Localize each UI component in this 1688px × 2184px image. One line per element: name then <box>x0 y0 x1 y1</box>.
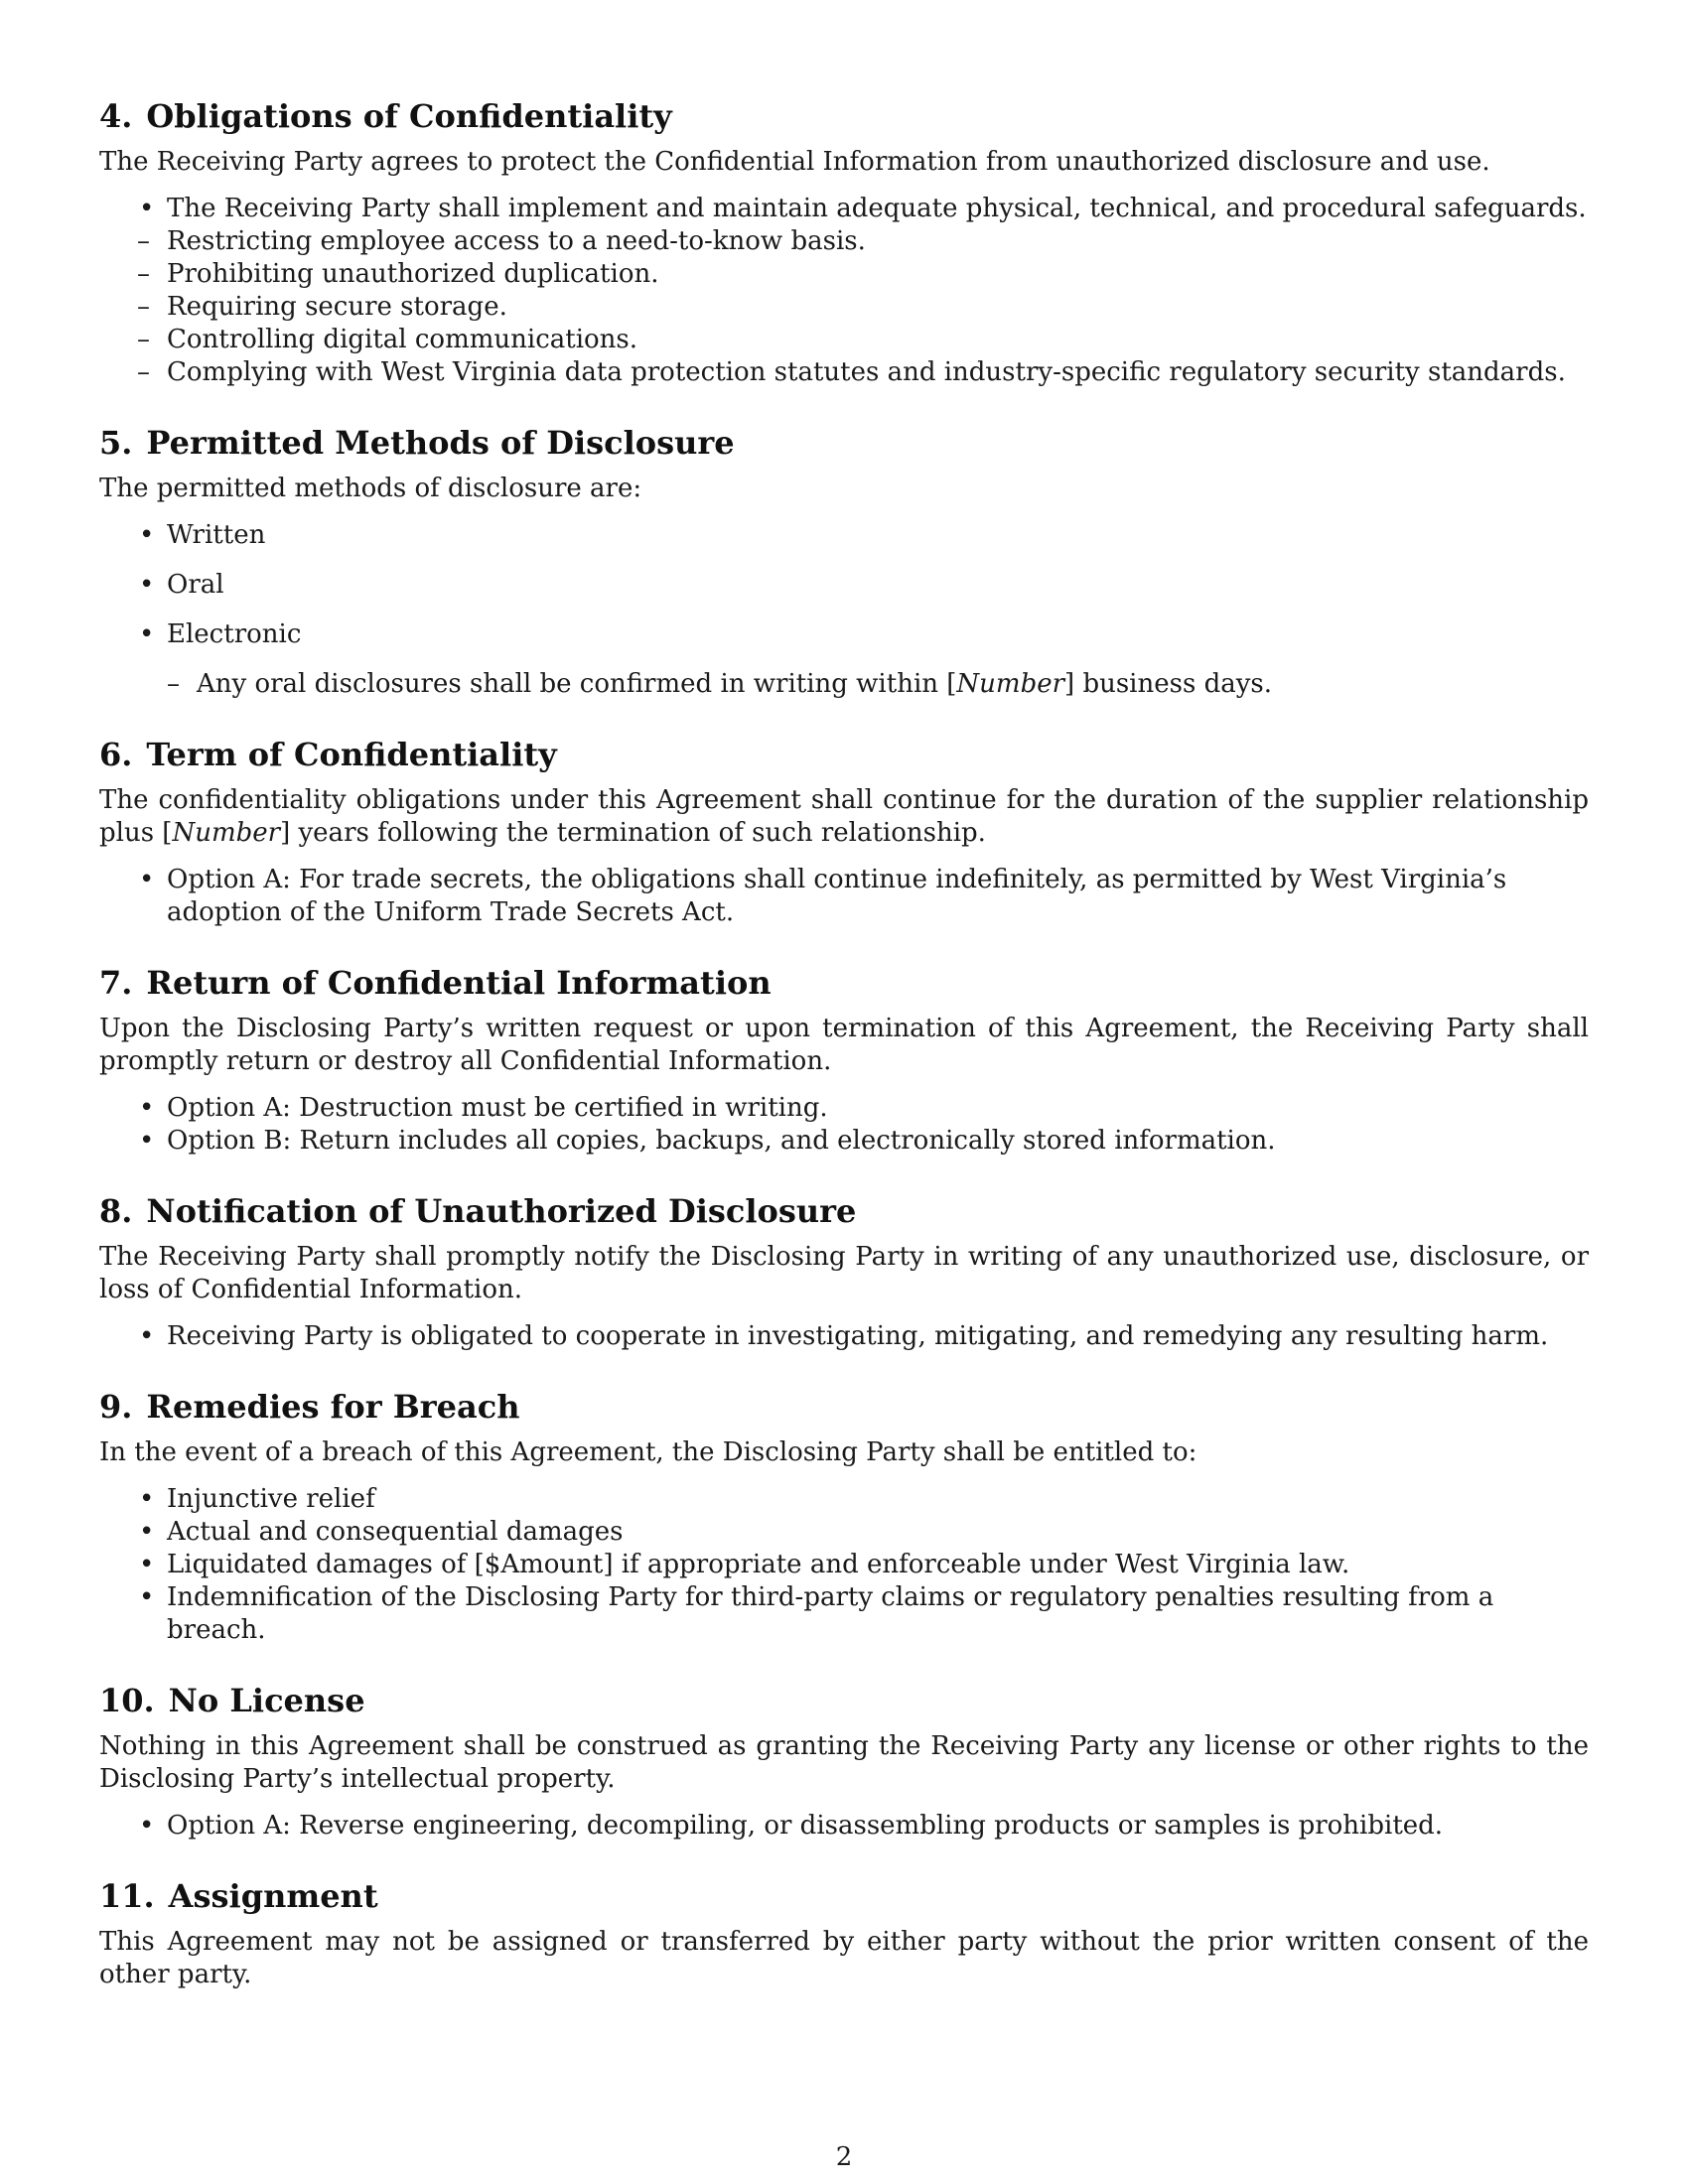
section-9 <box>99 1387 1589 1647</box>
bullet-list <box>99 1810 1589 1843</box>
section-intro: The Receiving Party shall promptly notify the Disclosing Party in writing of any unauthorized use, disclosure, or loss of Confidential Information. <box>99 1242 1589 1304</box>
list-item: • Actual and consequential damages <box>99 1516 1589 1549</box>
section-title: Return of Confidential Information <box>146 964 772 1002</box>
sub-list-item: – Restricting employee access to a need-to-know basis. <box>105 225 1589 258</box>
list-item: • Written <box>99 519 1589 552</box>
list-item: • Option B: Return includes all copies, backups, and electronically stored information. <box>99 1125 1589 1158</box>
section-number: 11. <box>99 1877 155 1915</box>
sub-text-suffix: ] business days. <box>1064 669 1273 699</box>
section-heading <box>99 1681 1589 1720</box>
bullet-list <box>99 1483 1589 1647</box>
section-10 <box>99 1681 1589 1843</box>
bullet-list <box>99 1320 1589 1353</box>
section-title: No License <box>168 1682 365 1719</box>
list-item: • Option A: Reverse engineering, decompiling, or disassembling products or samples is prohibited. <box>99 1810 1589 1843</box>
list-item: • Electronic <box>99 618 1589 651</box>
section-heading <box>99 963 1589 1003</box>
page-number: 2 <box>835 2142 853 2172</box>
list-item-text: The Receiving Party shall implement and maintain adequate physical, technical, and procedural safeguards. <box>167 194 1587 223</box>
section-number: 6. <box>99 736 133 773</box>
list-item: • Indemnification of the Disclosing Party for third-party claims or regulatory penalties resulting from a breach. <box>99 1581 1589 1647</box>
placeholder-number: Number <box>172 818 281 848</box>
intro-suffix: ] years following the termination of such relationship. <box>280 818 986 848</box>
sub-list <box>167 225 1589 389</box>
section-heading <box>99 96 1589 136</box>
list-item: • Option A: Destruction must be certified in writing. <box>99 1092 1589 1125</box>
section-intro: Nothing in this Agreement shall be construed as granting the Receiving Party any license or other rights to the Disclosing Party’s intellectual property. <box>99 1731 1589 1794</box>
section-heading <box>99 1191 1589 1231</box>
section-number: 10. <box>99 1682 155 1719</box>
section-title: Notification of Unauthorized Disclosure <box>146 1192 857 1230</box>
section-5 <box>99 423 1589 701</box>
intro-prefix: The confidentiality obligations under this Agreement shall continue for the duration of the supplier relationship plus [ <box>99 785 1589 848</box>
section-title: Assignment <box>168 1877 378 1915</box>
sub-text-prefix: Any oral disclosures shall be confirmed in writing within [ <box>197 669 957 699</box>
sub-list-item <box>167 668 1589 701</box>
section-number: 5. <box>99 424 133 462</box>
section-heading <box>99 1387 1589 1427</box>
section-8 <box>99 1191 1589 1353</box>
section-11 <box>99 1876 1589 1991</box>
section-7 <box>99 963 1589 1158</box>
section-number: 8. <box>99 1192 133 1230</box>
section-title: Term of Confidentiality <box>146 736 557 773</box>
section-heading <box>99 735 1589 774</box>
section-intro: This Agreement may not be assigned or transferred by either party without the prior written consent of the other party. <box>99 1927 1589 1989</box>
section-intro: In the event of a breach of this Agreement, the Disclosing Party shall be entitled to: <box>99 1437 1197 1467</box>
section-intro: The permitted methods of disclosure are: <box>99 474 642 503</box>
placeholder-number: Number <box>956 669 1065 699</box>
section-title: Obligations of Confidentiality <box>146 97 672 135</box>
bullet-list <box>99 519 1589 651</box>
section-6 <box>99 735 1589 929</box>
section-number: 7. <box>99 964 133 1002</box>
bullet-list <box>99 193 1589 389</box>
list-item: • Oral <box>99 569 1589 602</box>
section-title: Permitted Methods of Disclosure <box>146 424 735 462</box>
list-item: • Injunctive relief <box>99 1483 1589 1516</box>
list-item: • Liquidated damages of [$Amount] if appropriate and enforceable under West Virginia law. <box>99 1549 1589 1581</box>
section-number: 4. <box>99 97 133 135</box>
section-intro: Upon the Disclosing Party’s written request or upon termination of this Agreement, the Receiving Party shall promptly return or destroy all Confidential Information. <box>99 1014 1589 1076</box>
list-item <box>99 193 1589 389</box>
section-heading <box>99 423 1589 463</box>
section-heading <box>99 1876 1589 1916</box>
document-page <box>99 96 1589 2025</box>
sub-list <box>99 668 1589 701</box>
section-intro: The Receiving Party agrees to protect the Confidential Information from unauthorized disclosure and use. <box>99 147 1490 177</box>
list-item: • Receiving Party is obligated to cooperate in investigating, mitigating, and remedying any resulting harm. <box>99 1320 1589 1353</box>
bullet-list <box>99 864 1589 929</box>
section-4 <box>99 96 1589 389</box>
sub-list-item: – Prohibiting unauthorized duplication. <box>105 258 1589 291</box>
sub-list-item: – Complying with West Virginia data protection statutes and industry-specific regulatory security standards. <box>105 356 1589 389</box>
sub-list-item: – Controlling digital communications. <box>105 324 1589 356</box>
sub-list-item: – Requiring secure storage. <box>105 291 1589 324</box>
section-title: Remedies for Breach <box>146 1388 520 1426</box>
section-intro <box>99 784 1589 850</box>
list-item: • Option A: For trade secrets, the obligations shall continue indefinitely, as permitted by West Virginia’s adoption of the Uniform Trade Secrets Act. <box>99 864 1589 929</box>
bullet-list <box>99 1092 1589 1158</box>
section-number: 9. <box>99 1388 133 1426</box>
